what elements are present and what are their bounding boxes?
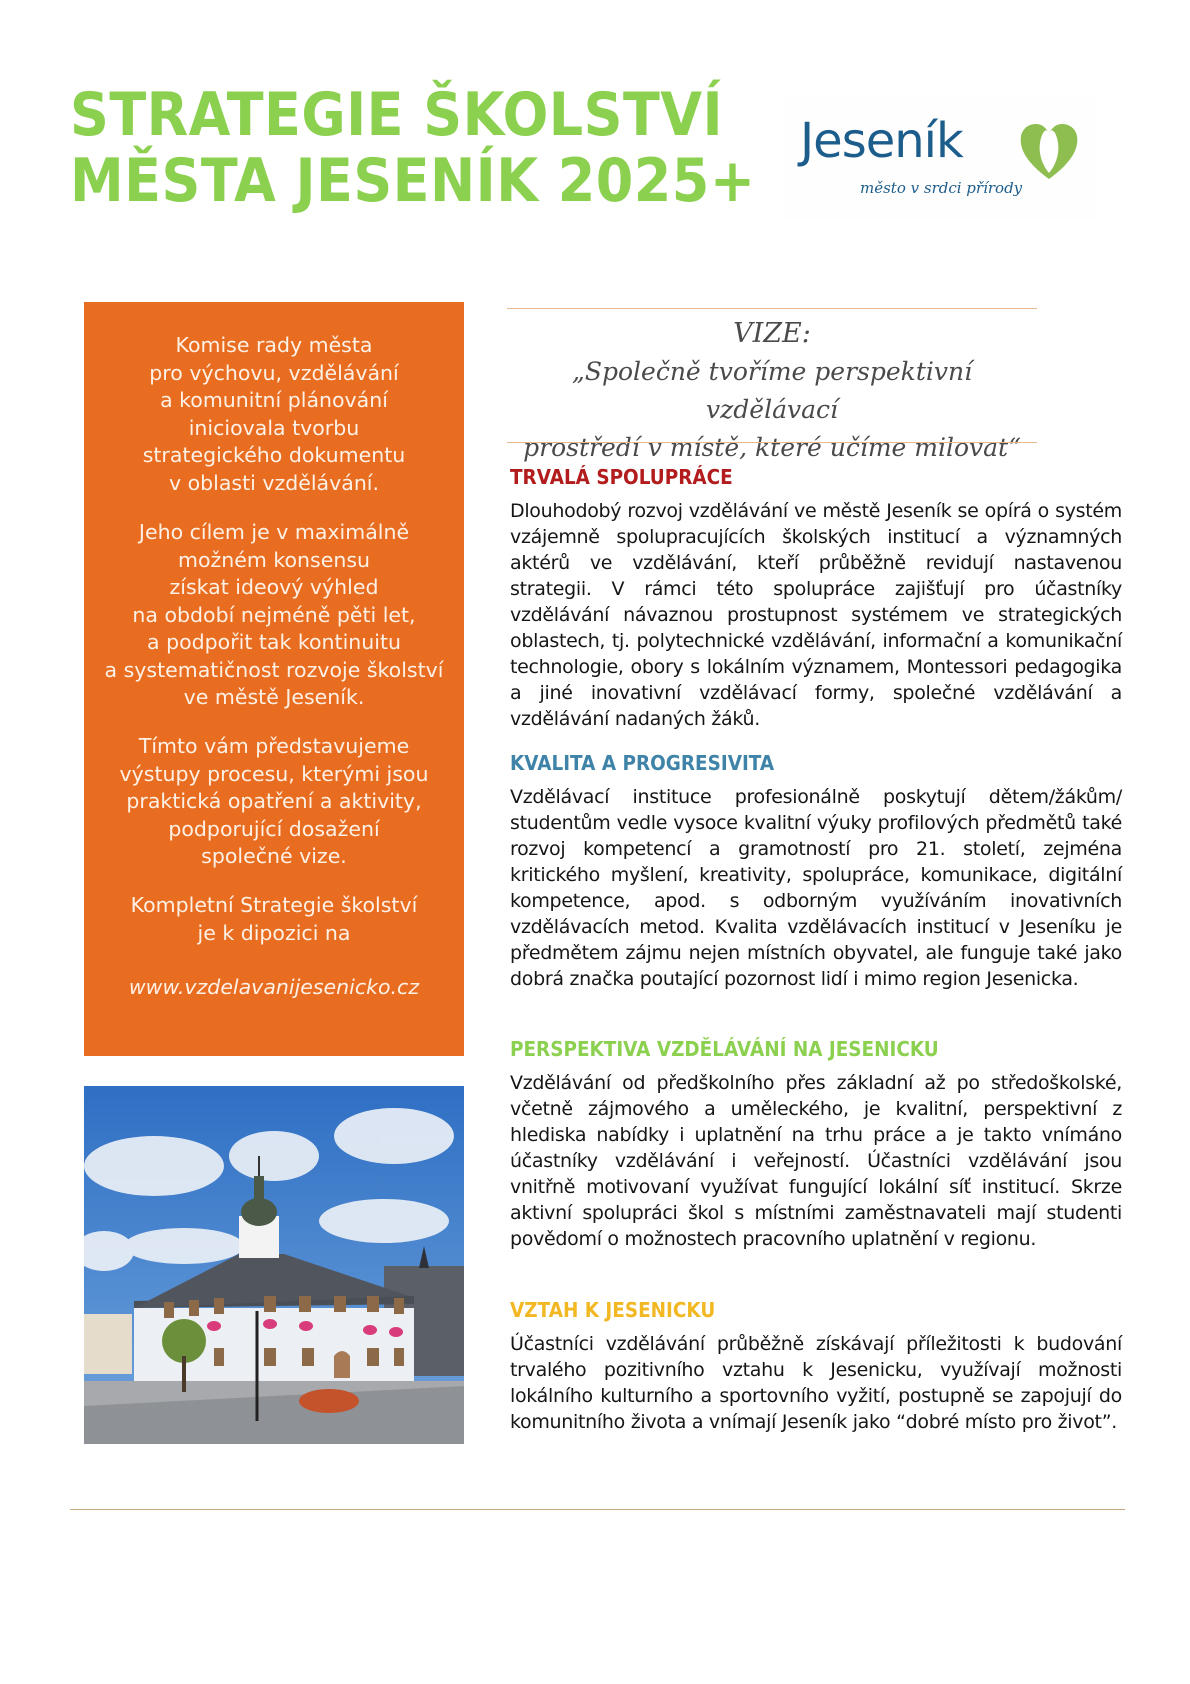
section-vztah-k-jesenicku xyxy=(510,1297,1122,1435)
title-line-1: STRATEGIE ŠKOLSTVÍ xyxy=(70,80,724,150)
vision-statement xyxy=(507,353,1037,467)
section-heading: TRVALÁ SPOLUPRÁCE xyxy=(510,465,733,489)
town-hall-photo xyxy=(84,1086,464,1444)
logo-tagline: město v srdci přírody xyxy=(860,179,1023,197)
website-link[interactable]: www.vzdelavanijesenicko.cz xyxy=(128,975,420,999)
vision-line-1: „Společně tvoříme perspektivní vzdělávací xyxy=(571,357,973,424)
intro-paragraph-2: Jeho cílem je v maximálně možném konsensu získat ideový výhled na období nejméně pěti let, a podpořit tak kontinuitu a systematičnost rozvoje školství ve městě Jeseník. xyxy=(104,520,444,709)
intro-panel xyxy=(84,302,464,1056)
section-body: Vzdělávání od předškolního přes základní až po středoškolské, včetně zájmového a uměleckého, je kvalitní, perspektivní z hlediska nabídky i uplatnění na trhu práce a je takto vnímáno účastníky vzdělávání i veřejností. Účastníci vzdělávání jsou vnitřně motivovaní využívat fungující lokální síť institucí. Skrze aktivní spolupráci škol s místními zaměstnavateli mají studenti povědomí o možnostech pracovního uplatnění v regionu. xyxy=(510,1072,1122,1250)
intro-paragraph-4: Kompletní Strategie školství je k dipozici na xyxy=(130,893,418,945)
intro-paragraph-1: Komise rady města pro výchovu, vzdělávání a komunitní plánování iniciovala tvorbu strategického dokumentu v oblasti vzdělávání. xyxy=(142,333,406,495)
heart-leaf-icon xyxy=(1017,121,1081,181)
section-body: Dlouhodobý rozvoj vzdělávání ve městě Jeseník se opírá o systém vzájemně spolupracujících školských institucí a významných aktérů ve vzdělávání, kteří průběžně revidují nastavenou strategii. V rámci této spolupráce zajišťují pro účastníky vzdělávání návaznou prostupnost systémem ve strategických oblastech, tj. polytechnické vzdělávání, informační a komunikační technologie, obory s lokálním významem, Montessori pedagogika a jiné inovativní vzdělávací formy, společné vzdělávání a vzdělávání nadaných žáků. xyxy=(510,500,1122,730)
document-title xyxy=(70,82,756,214)
footer-divider xyxy=(70,1509,1125,1510)
vision-line-2: prostředí v místě, které učíme milovat“ xyxy=(523,433,1021,462)
vision-block xyxy=(507,315,1037,467)
title-line-2: MĚSTA JESENÍK 2025+ xyxy=(70,146,756,216)
section-perspektiva xyxy=(510,1036,1122,1252)
vision-label: VIZE: xyxy=(733,318,811,349)
vision-bottom-divider xyxy=(507,442,1037,443)
section-trvala-spoluprace xyxy=(510,464,1122,732)
section-kvalita-a-progresivita xyxy=(510,750,1122,992)
intro-paragraph-3: Tímto vám představujeme výstupy procesu, kterými jsou praktická opatření a aktivity, podporující dosažení společné vize. xyxy=(119,734,429,868)
town-hall-illustration xyxy=(84,1086,464,1444)
city-logo xyxy=(785,95,1095,220)
section-heading: VZTAH K JESENICKU xyxy=(510,1298,716,1322)
logo-wordmark: Jeseník xyxy=(800,113,963,169)
vision-top-divider xyxy=(507,308,1037,309)
section-heading: KVALITA A PROGRESIVITA xyxy=(510,751,775,775)
section-body: Vzdělávací instituce profesionálně poskytují dětem/žákům/ studentům vedle vysoce kvalitní výuky profilových předmětů také rozvoj kompetencí a gramotností pro 21. století, zejména kritického myšlení, kreativity, spolupráce, komunikace, digitální kompetence, apod. s odborným využíváním inovativních vzdělávacích metod. Kvalita vzdělávacích institucí v Jeseníku je předmětem zájmu nejen místních obyvatel, ale funguje také jako dobrá značka poutající pozornost lidí i mimo region Jesenicka. xyxy=(510,786,1122,990)
section-heading: PERSPEKTIVA VZDĚLÁVÁNÍ NA JESENICKU xyxy=(510,1037,939,1061)
section-body: Účastníci vzdělávání průběžně získávají příležitosti k budování trvalého pozitivního vztahu k Jesenicku, využívají možnosti lokálního kulturního a sportovního vyžití, postupně se zapojují do komunitního života a vnímají Jeseník jako “dobré místo pro život”. xyxy=(510,1333,1122,1433)
